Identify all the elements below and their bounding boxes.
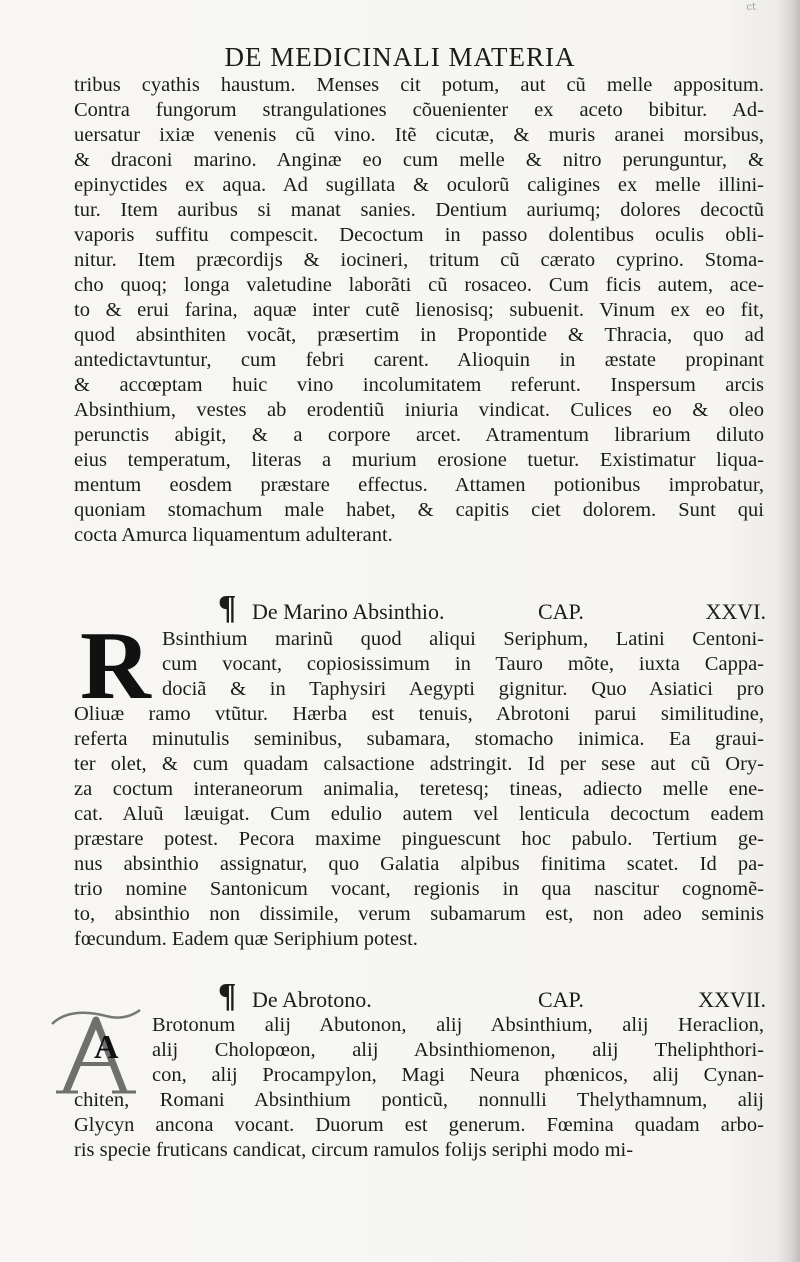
pilcrow-mark: ¶ [218,589,237,626]
text-line: & draconi marino. Anginæ eo cum melle & nitro perunguntur, & [74,149,764,171]
text-line: alij Cholopœon, alij Absinthiomenon, alij Theliphthori- [152,1039,764,1061]
text-line: dociã & in Taphysiri Aegypti gignitur. Quo Asiatici pro [162,678,764,700]
text-line: Glycyn ancona vocant. Duorum est generum. Fœmina quadam arbo- [74,1114,764,1136]
text-line: Absinthium, vestes ab erodentiũ iniuria vindicat. Culices eo & oleo [74,399,764,421]
text-line: quoniam stomachum male habet, & capitis ciet dolorem. Sunt qui [74,499,764,521]
chapter-number: XXVII. [698,987,766,1012]
text-line: nitur. Item præcordijs & iocineri, tritum cũ cærato cyprino. Stoma- [74,249,764,271]
text-line: & accœptam huic vino incolumitatem referunt. Inspersum arcis [74,374,764,396]
drop-capital-r: R [80,612,151,720]
text-section-3 [74,1013,764,1163]
text-line: cocta Amurca liquamentum adulterant. [74,524,393,546]
text-line: eius temperatum, literas a murium erosione tuetur. Existimatur liqua- [74,449,764,471]
chapter-heading-27 [218,977,766,1014]
pilcrow-mark: ¶ [218,977,237,1014]
text-line: uersatur ixiæ venenis cũ vino. Itẽ cicutæ, & muris aranei morsibus, [74,124,764,146]
text-line: tur. Item auribus si manat sanies. Dentium auriumq; dolores decoctũ [74,199,764,221]
text-line: Contra fungorum strangulationes cõuenienter ex aceto bibitur. Ad- [74,99,764,121]
text-line: Bsinthium marinũ quod aliqui Seriphum, Latini Centoni- [162,628,764,650]
text-line: antedictavtuntur, cum febri carent. Alioquin in æstate propinant [74,349,764,371]
running-header: DE MEDICINALI MATERIA [224,42,576,72]
text-line: cum vocant, copiosissimum in Tauro mõte, iuxta Cappa- [162,653,764,675]
chapter-cap-label: CAP. [538,599,584,624]
text-section-2 [74,612,764,952]
text-line: chiten, Romani Absinthium ponticũ, nonnulli Thelythamnum, alij [74,1089,764,1111]
chapter-title: De Marino Absinthio. [252,599,445,624]
text-line: vaporis suffitu compescit. Decoctum in passo dolentibus oculis obli- [74,224,764,246]
text-line: Brotonum alij Abutonon, alij Absinthium, alij Heraclion, [152,1014,764,1036]
text-line: epinyctides ex aqua. Ad sugillata & oculorũ caligines ex melle illini- [74,174,764,196]
text-line: to, absinthio non dissimile, verum subamarum est, non adeo seminis [74,903,764,925]
text-line: za coctum interaneorum animalia, teretesq; tineas, adiecto melle ene- [74,778,764,800]
binding-shadow [778,0,800,1262]
text-line: to & erui farina, aquæ inter cutẽ lienosisq; subuenit. Vinum ex eo fit, [74,299,764,321]
text-line: tribus cyathis haustum. Menses cit potum, aut cũ melle appositum. [74,74,764,96]
text-line: referta minutulis seminibus, subamara, stomacho inimica. Ea graui- [74,728,764,750]
text-section-1 [74,73,764,548]
chapter-cap-label: CAP. [538,987,584,1012]
text-line: ris specie fruticans candicat, circum ramulos folijs seriphi modo mi- [74,1139,634,1161]
text-line: fœcundum. Eadem quæ Seriphium potest. [74,928,418,950]
text-line: nus absinthio assignatur, quo Galatia alpibus finitima scatet. Id pa- [74,853,764,875]
text-line: perunctis abigit, & a corpore arcet. Atramentum librarium diluto [74,424,764,446]
text-line: cho quoq; longa valetudine laborãti cũ rosaceo. Cum ficis autem, ace- [74,274,764,296]
text-line: quod absinthiten vocãt, præsertim in Propontide & Thracia, quo ad [74,324,764,346]
text-line: ter olet, & cum quadam calsactione adstringit. Id per sese aut cũ Ory- [74,753,764,775]
chapter-title: De Abrotono. [252,987,372,1012]
chapter-number: XXVI. [705,599,766,624]
text-line: trio nomine Santonicum vocant, regionis in qua nascitur cognomẽ- [74,878,764,900]
text-line: mentum eosdem præstare effectus. Attamen potionibus improbatur, [74,474,764,496]
text-line: Oliuæ ramo vtũtur. Hærba est tenuis, Abrotoni parui similitudine, [74,703,764,725]
text-line: con, alij Procampylon, Magi Neura phœnicos, alij Cynan- [152,1064,764,1086]
chapter-heading-26 [218,589,766,626]
text-line: præstare potest. Pecora maxime pinguescunt hoc pabulo. Tertium ge- [74,828,764,850]
page-corner-mark: ct [746,2,756,13]
text-line: cat. Aluũ læuigat. Cum edulio autem vel lenticula decoctum eadem [74,803,764,825]
svg-text:A: A [94,1029,119,1066]
